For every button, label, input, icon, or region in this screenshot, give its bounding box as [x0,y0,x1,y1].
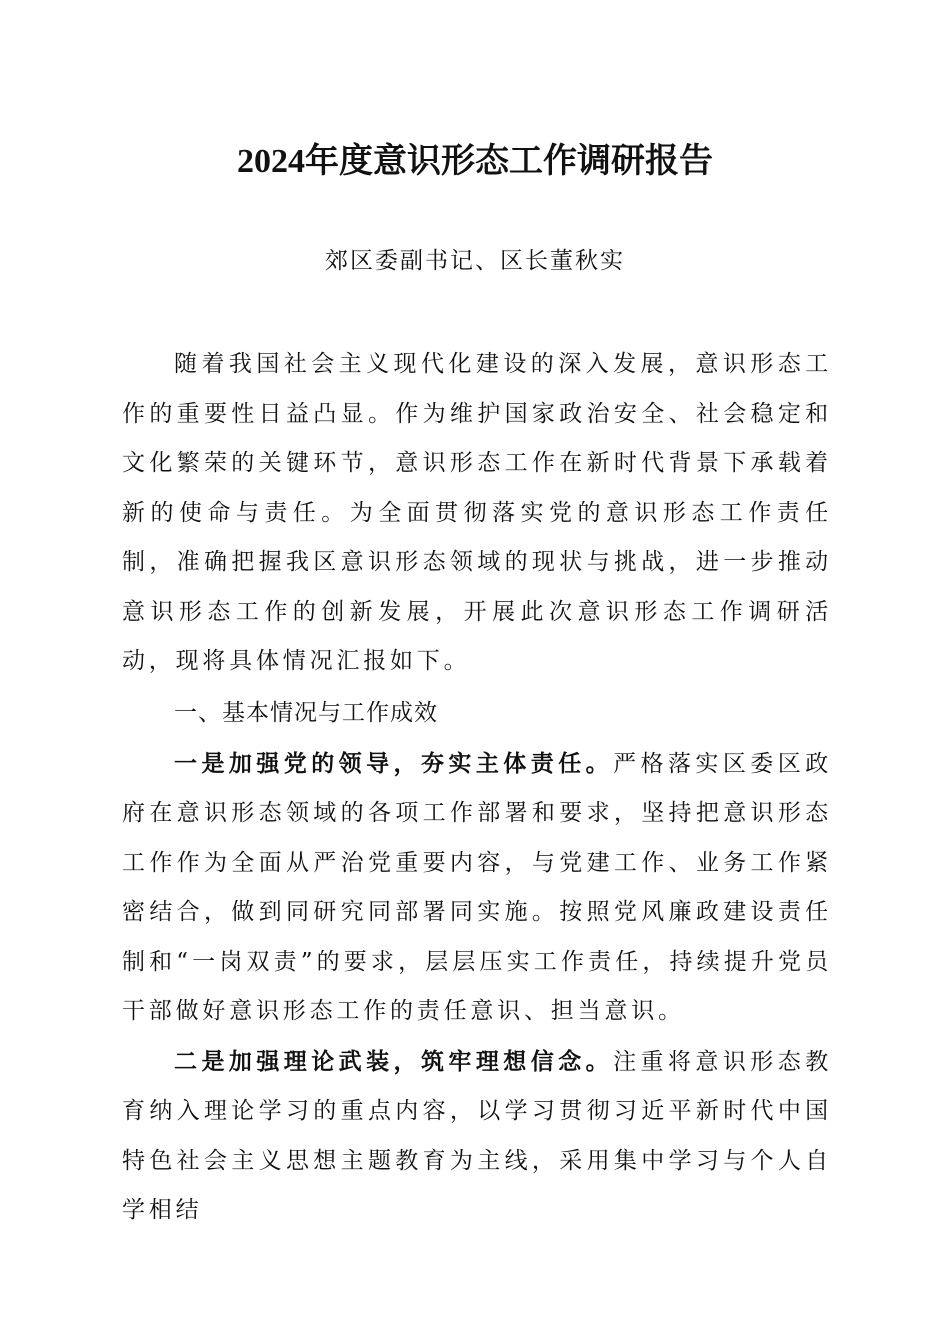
document-author: 郊区委副书记、区长董秋实 [325,248,625,274]
intro-paragraph: 随着我国社会主义现代化建设的深入发展，意识形态工作的重要性日益凸显。作为维护国家政治安全、社会稳定和文化繁荣的关键环节，意识形态工作在新时代背景下承载着新的使命与责任。为全面贯彻落实党的意识形态工作责任制，准确把握我区意识形态领域的现状与挑战，进一步推动意识形态工作的创新发展，开展此次意识形态工作调研活动，现将具体情况汇报如下。 [122,351,832,674]
document-title: 2024年度意识形态工作调研报告 [237,143,713,180]
item-one-paragraph [122,739,832,1037]
section-heading: 一、基本情况与工作成效 [174,699,438,726]
item-one-text: 严格落实区委区政府在意识形态领域的各项工作部署和要求，坚持把意识形态工作作为全面从严治党重要内容，与党建工作、业务工作紧密结合，做到同研究同部署同实施。按照党风廉政建设责任制和“一岗双责”的要求，层层压实工作责任，持续提升党员干部做好意识形态工作的责任意识、担当意识。 [122,750,832,1024]
item-two-text: 注重将意识形态教育纳入理论学习的重点内容，以学习贯彻习近平新时代中国特色社会主义思想主题教育为主线，采用集中学习与个人自学相结 [122,1048,832,1223]
item-two-lead: 二是加强理论武装，筑牢理想信念。 [174,1047,614,1075]
item-two-paragraph [122,1037,832,1236]
document-body [122,340,832,1236]
item-one-lead: 一是加强党的领导，夯实主体责任。 [174,749,614,777]
